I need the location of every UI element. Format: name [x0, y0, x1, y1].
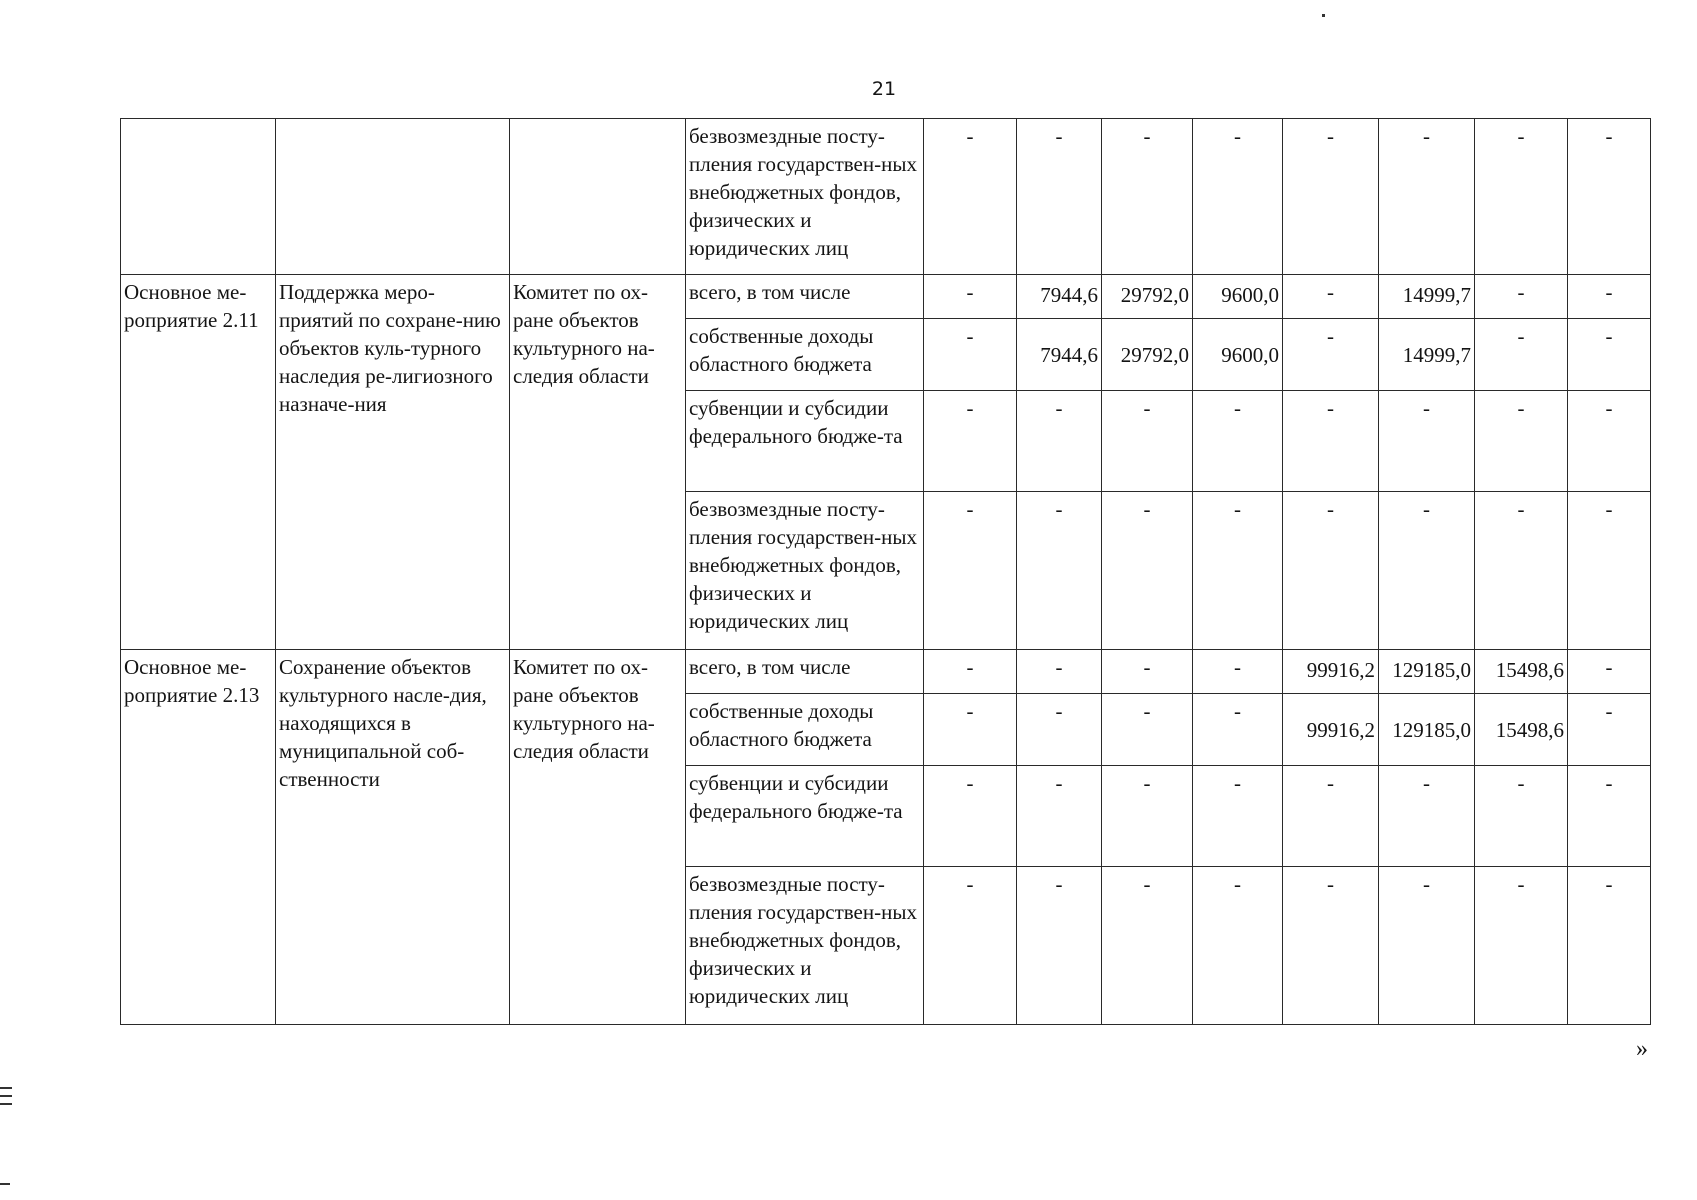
value-cell: 9600,0 [1193, 319, 1283, 391]
value-cell: - [1017, 650, 1102, 694]
value-cell: - [1475, 766, 1568, 867]
scan-margin-mark [0, 1103, 12, 1105]
value-cell: - [1017, 492, 1102, 650]
value-cell: 99916,2 [1283, 650, 1379, 694]
value-cell: - [1379, 492, 1475, 650]
value-cell: 7944,6 [1017, 275, 1102, 319]
event-executor: Комитет по ох-ране объектов культурного на-следия области [510, 650, 686, 1025]
value-cell: 14999,7 [1379, 275, 1475, 319]
value-cell: - [924, 492, 1017, 650]
budget-table [120, 118, 1651, 1025]
source-cell: безвозмездные посту-пления государствен-ных внебюджетных фондов, физических и юридических лиц [686, 867, 924, 1025]
value-cell: - [924, 867, 1017, 1025]
scan-margin-mark [0, 1087, 12, 1089]
value-cell: 29792,0 [1102, 319, 1193, 391]
value-cell: 7944,6 [1017, 319, 1102, 391]
value-cell: - [1568, 319, 1651, 391]
value-cell: - [1379, 867, 1475, 1025]
value-cell: - [924, 119, 1017, 275]
value-cell: - [1017, 867, 1102, 1025]
value-cell: 14999,7 [1379, 319, 1475, 391]
source-cell: субвенции и субсидии федерального бюдже-та [686, 766, 924, 867]
value-cell: - [1193, 492, 1283, 650]
value-cell: - [1568, 492, 1651, 650]
value-cell: - [1017, 694, 1102, 766]
value-cell: - [1017, 119, 1102, 275]
value-cell: - [924, 650, 1017, 694]
value-cell: 9600,0 [1193, 275, 1283, 319]
table-row [121, 119, 1651, 275]
scan-speck [1322, 14, 1325, 17]
value-cell: - [1568, 391, 1651, 492]
source-cell: безвозмездные посту-пления государствен-ных внебюджетных фондов, физических и юридических лиц [686, 492, 924, 650]
value-cell: - [1193, 119, 1283, 275]
value-cell: - [1475, 319, 1568, 391]
source-cell: всего, в том числе [686, 650, 924, 694]
value-cell: - [1475, 275, 1568, 319]
value-cell: - [924, 391, 1017, 492]
value-cell: - [1568, 650, 1651, 694]
value-cell: - [924, 319, 1017, 391]
value-cell: - [1017, 766, 1102, 867]
value-cell: - [1193, 766, 1283, 867]
value-cell: - [1102, 694, 1193, 766]
value-cell: 15498,6 [1475, 650, 1568, 694]
value-cell: - [1193, 650, 1283, 694]
source-cell: безвозмездные посту-пления государствен-ных внебюджетных фондов, физических и юридических лиц [686, 119, 924, 275]
event-name: Поддержка меро-приятий по сохране-нию объектов куль-турного наследия ре-лигиозного назначе-ния [276, 275, 510, 650]
value-cell: - [1102, 492, 1193, 650]
value-cell: - [1017, 391, 1102, 492]
value-cell: - [1475, 391, 1568, 492]
name-cell [276, 119, 510, 275]
value-cell: 129185,0 [1379, 694, 1475, 766]
closing-quote-mark: » [1636, 1036, 1648, 1062]
value-cell: - [1379, 391, 1475, 492]
source-cell: всего, в том числе [686, 275, 924, 319]
page-number: 21 [871, 78, 897, 100]
value-cell: - [1379, 766, 1475, 867]
code-cell [121, 119, 276, 275]
value-cell: - [1475, 867, 1568, 1025]
value-cell: - [1102, 119, 1193, 275]
source-cell: субвенции и субсидии федерального бюдже-та [686, 391, 924, 492]
value-cell: - [1102, 391, 1193, 492]
value-cell: - [1283, 391, 1379, 492]
table-row [121, 275, 1651, 319]
value-cell: - [1475, 492, 1568, 650]
event-executor: Комитет по ох-ране объектов культурного на-следия области [510, 275, 686, 650]
value-cell: - [1283, 766, 1379, 867]
value-cell: - [1475, 119, 1568, 275]
value-cell: - [1568, 867, 1651, 1025]
source-cell: собственные доходы областного бюджета [686, 319, 924, 391]
value-cell: - [1193, 391, 1283, 492]
value-cell: - [1379, 119, 1475, 275]
executor-cell [510, 119, 686, 275]
value-cell: - [1283, 119, 1379, 275]
value-cell: - [924, 275, 1017, 319]
value-cell: 15498,6 [1475, 694, 1568, 766]
value-cell: - [1283, 319, 1379, 391]
value-cell: 129185,0 [1379, 650, 1475, 694]
scan-margin-mark [0, 1095, 12, 1097]
event-name: Сохранение объектов культурного насле-дия, находящихся в муниципальной соб-ственности [276, 650, 510, 1025]
value-cell: - [1568, 275, 1651, 319]
scan-margin-mark [0, 1183, 10, 1185]
value-cell: - [1102, 766, 1193, 867]
value-cell: - [1568, 119, 1651, 275]
value-cell: - [1102, 867, 1193, 1025]
table-row [121, 650, 1651, 694]
value-cell: - [1283, 492, 1379, 650]
value-cell: - [1568, 766, 1651, 867]
value-cell: - [1193, 867, 1283, 1025]
value-cell: - [1283, 275, 1379, 319]
value-cell: - [1283, 867, 1379, 1025]
value-cell: - [1568, 694, 1651, 766]
value-cell: - [1193, 694, 1283, 766]
source-cell: собственные доходы областного бюджета [686, 694, 924, 766]
value-cell: 29792,0 [1102, 275, 1193, 319]
event-code: Основное ме-роприятие 2.13 [121, 650, 276, 1025]
value-cell: - [924, 694, 1017, 766]
value-cell: 99916,2 [1283, 694, 1379, 766]
value-cell: - [924, 766, 1017, 867]
event-code: Основное ме-роприятие 2.11 [121, 275, 276, 650]
value-cell: - [1102, 650, 1193, 694]
